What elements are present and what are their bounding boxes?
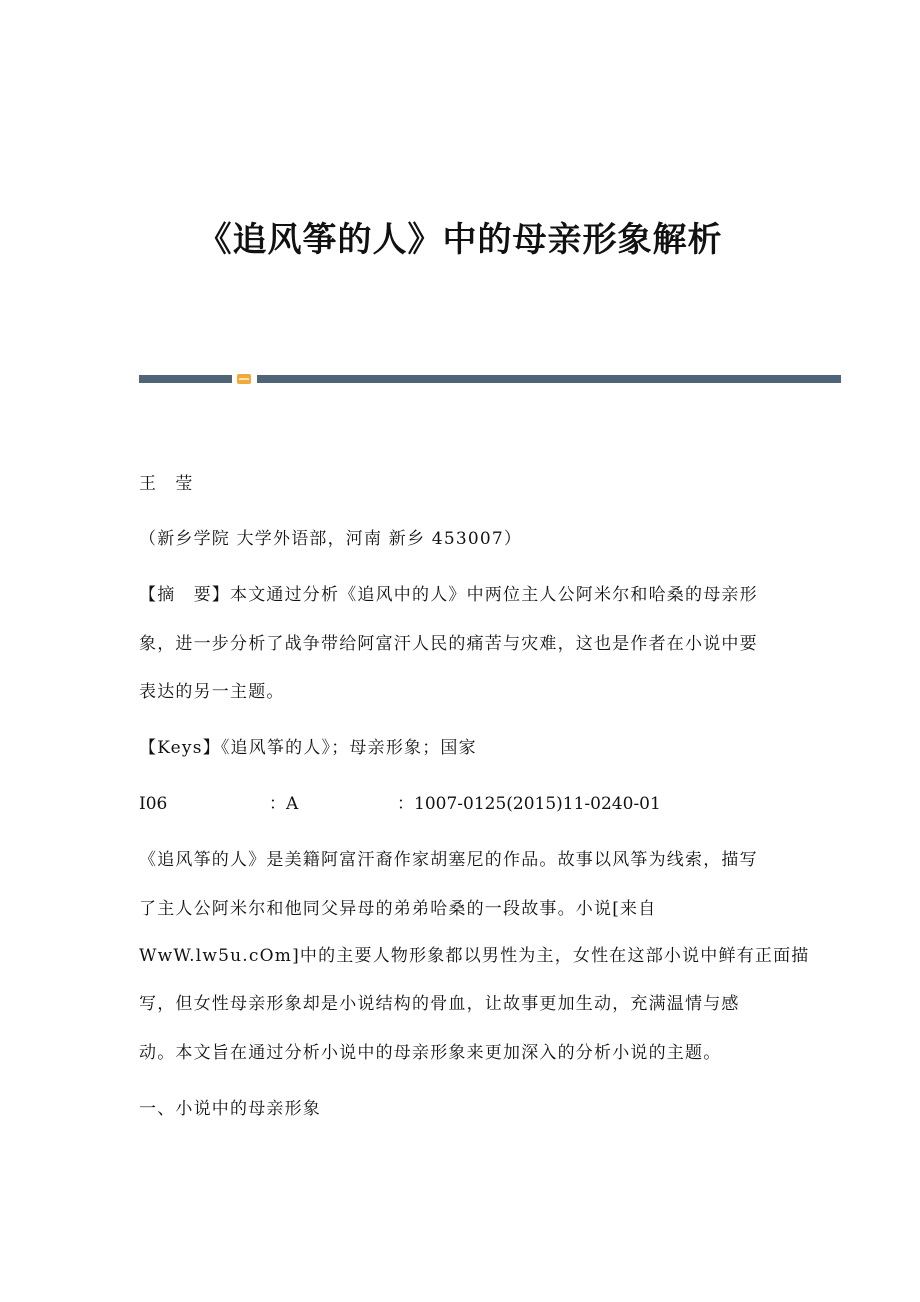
divider-emblem-icon [237,374,251,384]
class-number: I06 [139,794,168,814]
divider-bar-right [257,375,841,383]
classification-row [139,792,739,816]
body-line: 动。本文旨在通过分析小说中的母亲形象来更加深入的分析小说的主题。 [139,1043,722,1063]
author-name: 王 莹 [139,474,194,494]
document-title: 《追风筝的人》中的母亲形象解析 [197,220,723,260]
body-line: WwW.lw5u.cOm]中的主要人物形象都以男性为主，女性在这部小说中鲜有正面描 [139,946,810,966]
section-heading: 一、小说中的母亲形象 [139,1099,321,1119]
body-line: 了主人公阿米尔和他同父异母的弟弟哈桑的一段故事。小说[来自 [139,899,657,919]
title-divider [139,374,841,384]
document-code: ：A [269,794,299,814]
body-line: 写，但女性母亲形象却是小说结构的骨血，让故事更加生动，充满温情与感 [139,994,740,1014]
author-affiliation: （新乡学院 大学外语部，河南 新乡 453007） [139,529,523,549]
abstract-line: 象，进一步分析了战争带给阿富汗人民的痛苦与灾难，这也是作者在小说中要 [139,634,758,654]
body-line: 《追风筝的人》是美籍阿富汗裔作家胡塞尼的作品。故事以风筝为线索，描写 [139,850,758,870]
keywords: 【Keys】《追风筝的人》；母亲形象；国家 [139,738,477,758]
abstract-line: 表达的另一主题。 [139,682,285,702]
abstract-line: 【摘 要】本文通过分析《追风中的人》中两位主人公阿米尔和哈桑的母亲形 [139,585,758,605]
divider-bar-left [139,375,232,383]
article-number: ：1007-0125(2015)11-0240-01 [397,794,661,814]
